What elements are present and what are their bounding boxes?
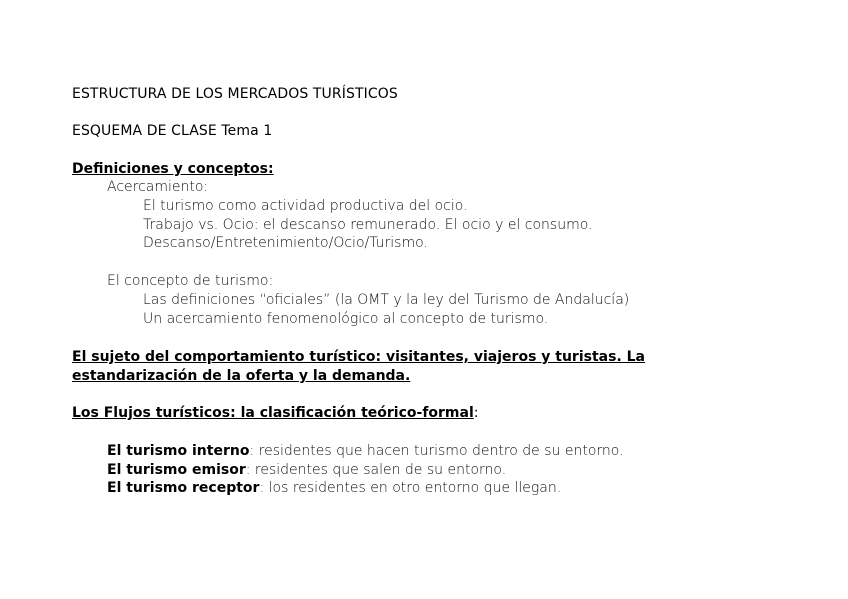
list-item: Trabajo vs. Ocio: el descanso remunerado. El ocio y el consumo. — [143, 217, 593, 233]
section-heading-sujeto-line2: estandarización de la oferta y la demanda. — [72, 368, 411, 384]
document-title: ESTRUCTURA DE LOS MERCADOS TURÍSTICOS — [72, 86, 398, 102]
section-heading-flujos: Los Flujos turísticos: la clasificación teórico-formal — [72, 405, 474, 421]
flow-description: : residentes que hacen turismo dentro de su entorno. — [249, 443, 624, 459]
group-label-concepto: El concepto de turismo: — [107, 273, 274, 289]
flow-term: El turismo receptor — [107, 480, 260, 496]
list-item: Descanso/Entretenimiento/Ocio/Turismo. — [143, 235, 428, 251]
list-item: El turismo como actividad productiva del ocio. — [143, 198, 468, 214]
flow-description: : residentes que salen de su entorno. — [245, 462, 507, 478]
list-item: Un acercamiento fenomenológico al concepto de turismo. — [143, 311, 549, 327]
document-subtitle: ESQUEMA DE CLASE Tema 1 — [72, 123, 273, 139]
section-heading-definiciones: Definiciones y conceptos: — [72, 161, 274, 177]
flow-term: El turismo emisor — [107, 462, 246, 478]
heading-colon: : — [473, 405, 479, 421]
section-heading-sujeto-line1: El sujeto del comportamiento turístico: visitantes, viajeros y turistas. La — [72, 349, 646, 365]
flow-item-emisor — [107, 461, 506, 479]
flow-description: : los residentes en otro entorno que llegan. — [259, 480, 562, 496]
list-item: Las definiciones “oficiales” (la OMT y la ley del Turismo de Andalucía) — [143, 292, 630, 308]
flow-item-interno — [107, 442, 624, 460]
flow-term: El turismo interno — [107, 443, 250, 459]
flow-item-receptor — [107, 479, 561, 497]
group-label-acercamiento: Acercamiento: — [107, 179, 209, 195]
section-heading-flujos-row — [72, 404, 479, 422]
